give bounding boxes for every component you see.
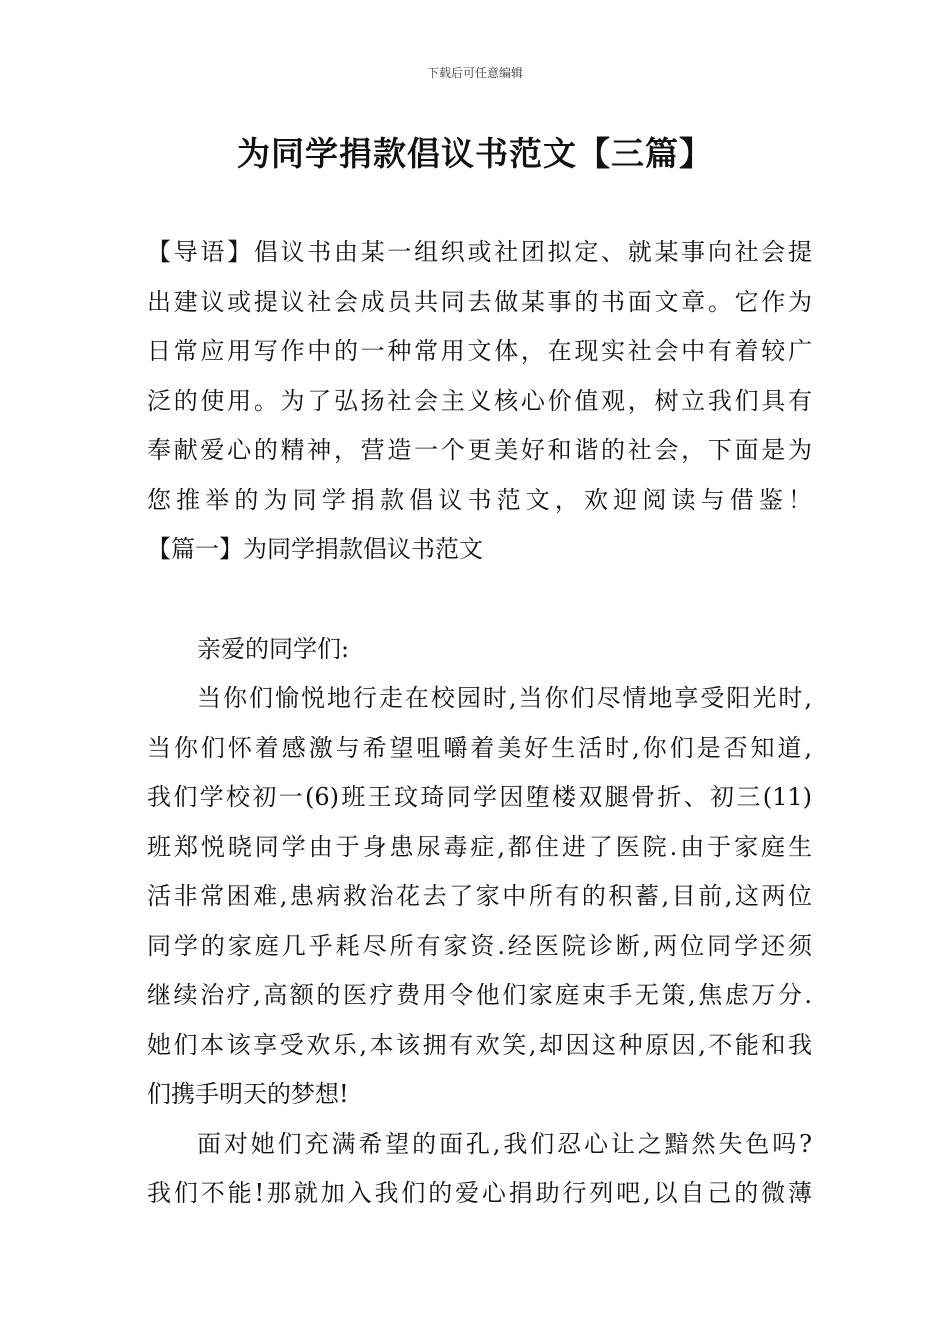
- paragraph-line: 活非常困难,患病救治花去了家中所有的积蓄,目前,这两位: [147, 882, 812, 910]
- intro-line: 日常应用写作中的一种常用文体，在现实社会中有着较广: [147, 337, 812, 365]
- paragraph-line: 她们本该享受欢乐,本该拥有欢笑,却因这种原因,不能和我: [147, 1030, 812, 1059]
- paragraph-line: 当你们愉悦地行走在校园时,当你们尽情地享受阳光时,: [197, 684, 812, 712]
- paragraph-line: 当你们怀着感激与希望咀嚼着美好生活时,你们是否知道,: [147, 733, 812, 762]
- document-body: [147, 228, 812, 1219]
- intro-line: 奉献爱心的精神，营造一个更美好和谐的社会，下面是为: [147, 436, 812, 464]
- paragraph-line: 我们学校初一(6)班王玟琦同学因堕楼双腿骨折、初三(11): [147, 783, 812, 811]
- intro-line: 【导语】倡议书由某一组织或社团拟定、就某事向社会提: [147, 238, 812, 266]
- paragraph-line: 继续治疗,高额的医疗费用令他们家庭束手无策,焦虑万分.: [147, 981, 812, 1009]
- paragraph-line: 我们不能!那就加入我们的爱心捐助行列吧,以自己的微薄: [147, 1179, 812, 1207]
- paragraph-line: 班郑悦晓同学由于身患尿毒症,都住进了医院.由于家庭生: [147, 832, 812, 861]
- salutation: 亲爱的同学们:: [197, 634, 350, 663]
- paragraph-line: 面对她们充满希望的面孔,我们忍心让之黯然失色吗?: [197, 1129, 812, 1158]
- spacer: [147, 575, 812, 625]
- section-heading: 【篇一】为同学捐款倡议书范文: [147, 535, 483, 563]
- paragraph-line: 同学的家庭几乎耗尽所有家资.经医院诊断,两位同学还须: [147, 931, 812, 960]
- header-note: 下载后可任意编辑: [426, 66, 523, 80]
- paragraph-line: 们携手明天的梦想!: [147, 1080, 349, 1108]
- intro-line: 出建议或提议社会成员共同去做某事的书面文章。它作为: [147, 287, 812, 316]
- intro-line: 泛的使用。为了弘扬社会主义核心价值观，树立我们具有: [147, 386, 812, 415]
- intro-line: 您推举的为同学捐款倡议书范文，欢迎阅读与借鉴！: [147, 485, 812, 514]
- document-title: 为同学捐款倡议书范文【三篇】: [237, 134, 713, 173]
